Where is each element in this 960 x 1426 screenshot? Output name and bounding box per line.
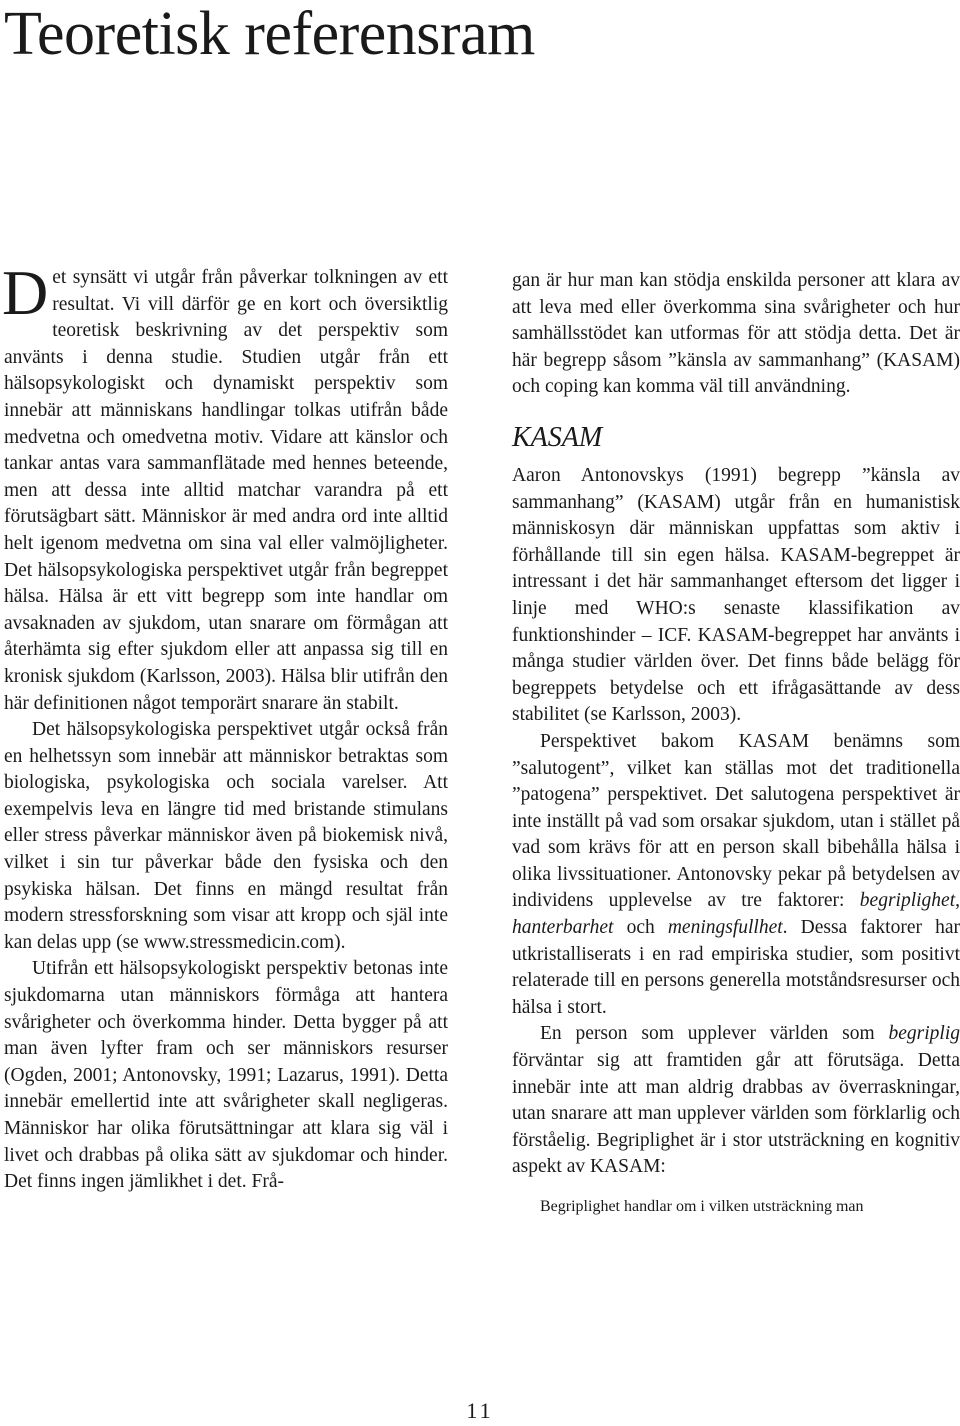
begriplighet-paragraph bbox=[512, 1021, 960, 1181]
continued-paragraph: gan är hur man kan stödja enskilda personer att klara av att leva med eller överkomma sina svårigheter och hur samhällsstödet kan utformas för att stödja detta. Det är här begrepp såsom ”känsla av sammanhang” (KASAM) och coping kan komma väl till användning. bbox=[512, 270, 960, 398]
right-column bbox=[512, 268, 960, 1217]
resurser-paragraph: Utifrån ett hälsopsykologiskt perspektiv betonas inte sjukdomarna utan människors förmåga att hantera svårigheter och överkomma hinder. Detta bygger på att man även lyfter fram och ser människors resurser (Ogden, 2001; Antonovsky, 1991; Lazarus, 1991). Detta innebär emellertid inte att svårigheter skall negligeras. Människor har olika förutsättningar att klara sig väl i livet och drabbas på olika sätt av sjukdomar och hinder. Det finns ingen jämlikhet i det. Frå- bbox=[4, 958, 448, 1193]
separator-comma: , bbox=[955, 890, 960, 912]
term-begriplig: begriplig bbox=[888, 1023, 960, 1045]
section-heading-kasam: KASAM bbox=[512, 421, 603, 453]
salutogent-text-a: Perspektivet bakom KASAM benämns som ”salutogent”, vilket kan ställas mot det traditionella ”patogena” perspektivet. Det salutogena perspektivet är inte inställt på vad som orsakar sjukdom, utan i stället på vad som krävs för att en person skall bibehålla hälsa i olika livssituationer. Antonovsky pekar på betydelsen av individens upplevelse av tre faktorer: bbox=[512, 730, 960, 912]
term-begriplighet: begriplighet bbox=[859, 890, 956, 912]
salutogent-paragraph bbox=[512, 729, 960, 1022]
term-meningsfullhet: meningsfullhet bbox=[667, 917, 783, 939]
separator-och: och bbox=[613, 917, 668, 939]
begriplighet-text-a: En person som upplever världen som bbox=[540, 1023, 889, 1045]
drop-cap: D bbox=[2, 257, 49, 328]
helhetssyn-paragraph: Det hälsopsykologiska perspektivet utgår också från en helhetssyn som innebär att människor betraktas som biologiska, psykologiska och sociala varelser. Att exempelvis leva en längre tid med bristande stimulans eller stress påverkar människor även på biokemisk nivå, vilket i sin tur påverkar både den fysiska och den psykiska hälsan. Det finns en mängd resultat från modern stressforskning som visar att kropp och själ inte kan delas upp (se www.stressmedicin.com). bbox=[4, 719, 448, 953]
left-column bbox=[2, 257, 448, 1196]
page-number: 11 bbox=[466, 1398, 494, 1423]
salutogent-text-b: . Dessa faktorer har utkristalliserats i en rad empiriska studier, som positivt relaterade till en persons generella motståndsresurser och hälsa i stort. bbox=[512, 917, 960, 1018]
kasam-paragraph: Aaron Antonovskys (1991) begrepp ”känsla av sammanhang” (KASAM) utgår från en humanistisk människosyn där människan uppfattas som aktiv i förhållande till sin egen hälsa. KASAM-begreppet är intressant i det här sammanhanget eftersom det ligger i linje med WHO:s senaste klassifikation av funktionshinder – ICF. KASAM-begreppet har använts i många studier världen över. Det finns både belägg för begreppets betydelse och ett ifrågasättande av dess stabilitet (se Karlsson, 2003). bbox=[512, 464, 960, 726]
page-title: Teoretisk referensram bbox=[4, 0, 535, 68]
intro-paragraph bbox=[2, 257, 448, 717]
intro-text: et synsätt vi utgår från påverkar tolkningen av ett resultat. Vi vill därför ge en kort och översiktlig teoretisk beskrivning av det perspektiv som använts i denna studie. Studien utgår från ett hälsopsykologiskt och dynamiskt perspektiv som innebär att människans handlingar tolkas utifrån både medvetna och omedvetna motiv. Vidare att känslor och tankar antas vara sammanflätade med hennes beteende, men att dessa inte alltid matchar varandra på ett förutsägbart sätt. Människor är med andra ord inte alltid helt igenom medvetna om sina val eller valmöjligheter. Det hälsopsykologiska perspektivet utgår från begreppet hälsa. Hälsa är ett vitt begrepp som inte handlar om avsaknaden av sjukdom, utan snarare om förmågan att återhämta sig efter sjukdom eller att anpassa sig till en kronisk sjukdom (Karlsson, 2003). Hälsa blir utifrån den här definitionen något temporärt snarare än stabilt. bbox=[4, 267, 448, 714]
term-hanterbarhet: hanterbarhet bbox=[512, 917, 614, 939]
block-quote: Begriplighet handlar om i vilken utsträckning man bbox=[540, 1198, 864, 1215]
begriplighet-text-b: förväntar sig att framtiden går att förutsäga. Detta innebär inte att man aldrig drabbas av överraskningar, utan snarare att man upplever världen som förklarlig och förståelig. Begriplighet är i stor utsträckning en kognitiv aspekt av KASAM: bbox=[512, 1050, 960, 1178]
